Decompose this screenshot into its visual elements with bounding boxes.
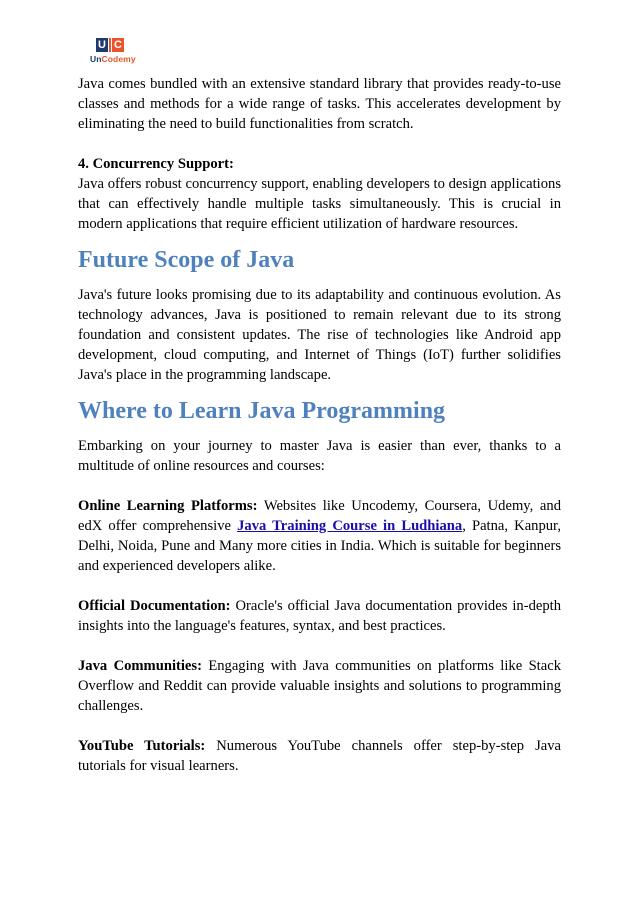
logo-letter-u: U xyxy=(96,38,108,52)
online-platforms-text-before: Websites like Uncodemy, Coursera, Udemy, and edX offer comprehensive xyxy=(78,498,561,534)
logo-separator xyxy=(109,38,111,52)
document-body xyxy=(78,74,561,776)
online-platforms-label: Online Learning Platforms: xyxy=(78,498,258,514)
youtube-tutorials-paragraph xyxy=(78,736,561,776)
logo-mark xyxy=(90,38,130,52)
uncodemy-logo xyxy=(90,38,136,72)
future-scope-heading: Future Scope of Java xyxy=(78,247,295,273)
where-to-learn-heading: Where to Learn Java Programming xyxy=(78,398,446,424)
logo-name-part1: Un xyxy=(90,54,102,64)
java-communities-text: Engaging with Java communities on platforms like Stack Overflow and Reddit can provide valuable insights and solutions to programming challenges. xyxy=(78,658,561,714)
logo-letter-c: C xyxy=(112,38,124,52)
official-docs-text: Oracle's official Java documentation provides in-depth insights into the language's features, syntax, and best practices. xyxy=(78,598,561,634)
java-communities-paragraph xyxy=(78,656,561,716)
future-scope-text: Java's future looks promising due to its adaptability and continuous evolution. As technology advances, Java is positioned to remain relevant due to its strong foundation and consistent updates. The rise of technologies like Android app development, cloud computing, and Internet of Things (IoT) further solidifies Java's place in the programming landscape. xyxy=(78,287,561,383)
youtube-tutorials-label: YouTube Tutorials: xyxy=(78,738,206,754)
concurrency-heading: 4. Concurrency Support: xyxy=(78,156,234,172)
official-docs-label: Official Documentation: xyxy=(78,598,231,614)
official-docs-paragraph xyxy=(78,596,561,636)
online-platforms-text-after: , Patna, Kanpur, Delhi, Noida, Pune and Many more cities in India. Which is suitable for beginners and experienced developers alike. xyxy=(78,518,561,574)
youtube-tutorials-text: Numerous YouTube channels offer step-by-step Java tutorials for visual learners. xyxy=(78,738,561,774)
java-training-ludhiana-link[interactable]: Java Training Course in Ludhiana xyxy=(237,518,463,534)
logo-name-part2: Codemy xyxy=(101,54,136,64)
online-platforms-paragraph xyxy=(78,496,561,576)
concurrency-text: Java offers robust concurrency support, enabling developers to design applications that can effectively handle multiple tasks simultaneously. This is crucial in modern applications that require efficient utilization of hardware resources. xyxy=(78,176,561,232)
intro-paragraph: Java comes bundled with an extensive standard library that provides ready-to-use classes and methods for a wide range of tasks. This accelerates development by eliminating the need to build functionalities from scratch. xyxy=(78,76,561,132)
java-communities-label: Java Communities: xyxy=(78,658,202,674)
learn-intro-text: Embarking on your journey to master Java is easier than ever, thanks to a multitude of online resources and courses: xyxy=(78,438,561,474)
logo-wordmark xyxy=(90,54,136,64)
